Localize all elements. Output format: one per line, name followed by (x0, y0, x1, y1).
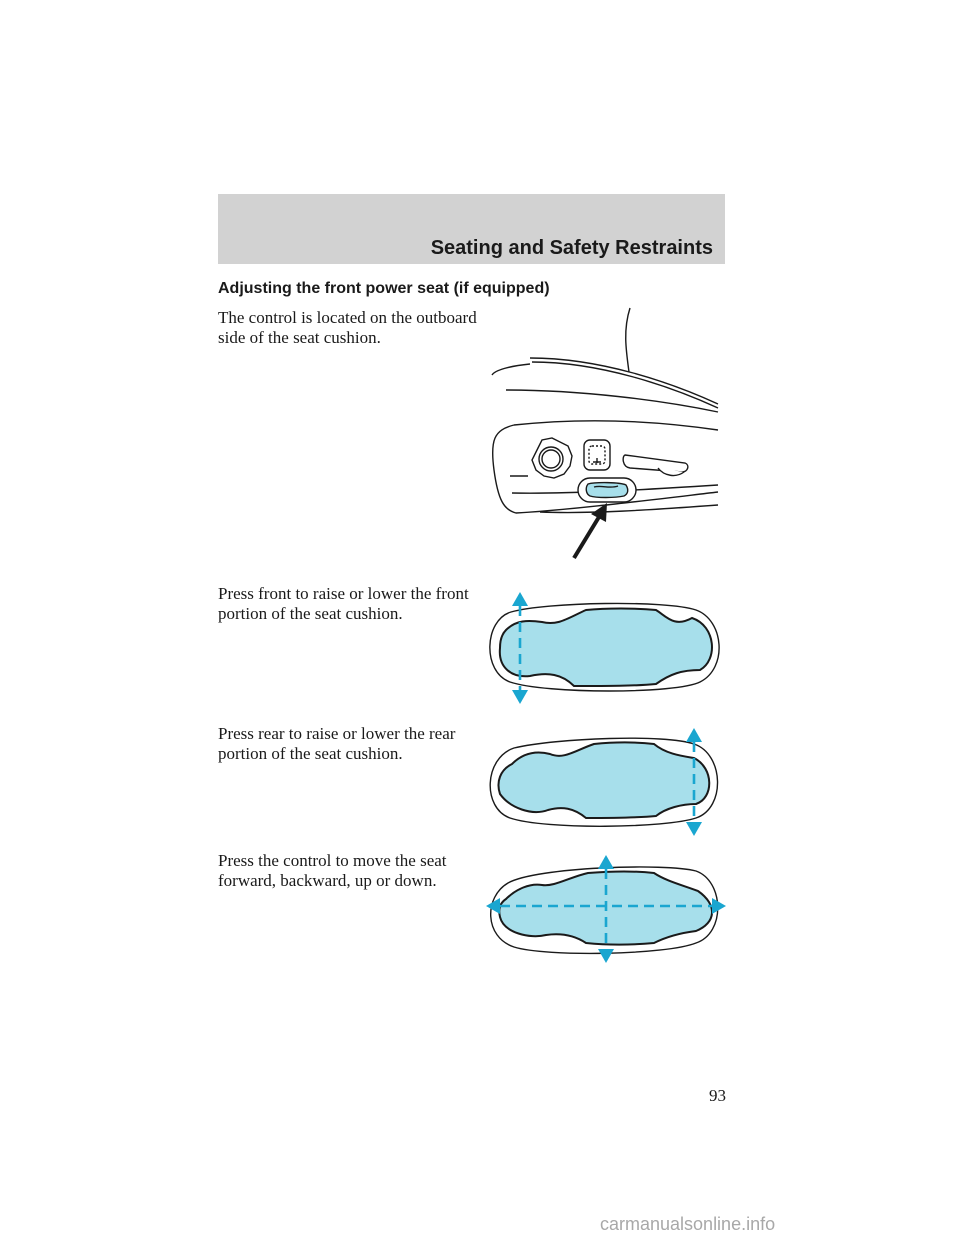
paragraph-control-location: The control is located on the outboard side of the seat cushion. (218, 308, 477, 347)
power-seat-location-illustration (480, 300, 730, 570)
watermark-text: carmanualsonline.info (600, 1214, 776, 1234)
four-way-control-illustration (486, 855, 726, 963)
rear-tilt-control-illustration (486, 728, 726, 836)
page-header-title: Seating and Safety Restraints (430, 237, 713, 259)
paragraph-front-adjust: Press front to raise or lower the front portion of the seat cushion. (218, 584, 469, 623)
header-band (218, 194, 725, 264)
paragraph-full-adjust: Press the control to move the seat forward, backward, up or down. (218, 851, 447, 890)
page-number: 93 (709, 1086, 726, 1105)
section-heading: Adjusting the front power seat (if equipped) (218, 280, 550, 297)
paragraph-rear-adjust: Press rear to raise or lower the rear portion of the seat cushion. (218, 724, 456, 763)
front-tilt-control-illustration (486, 590, 726, 705)
